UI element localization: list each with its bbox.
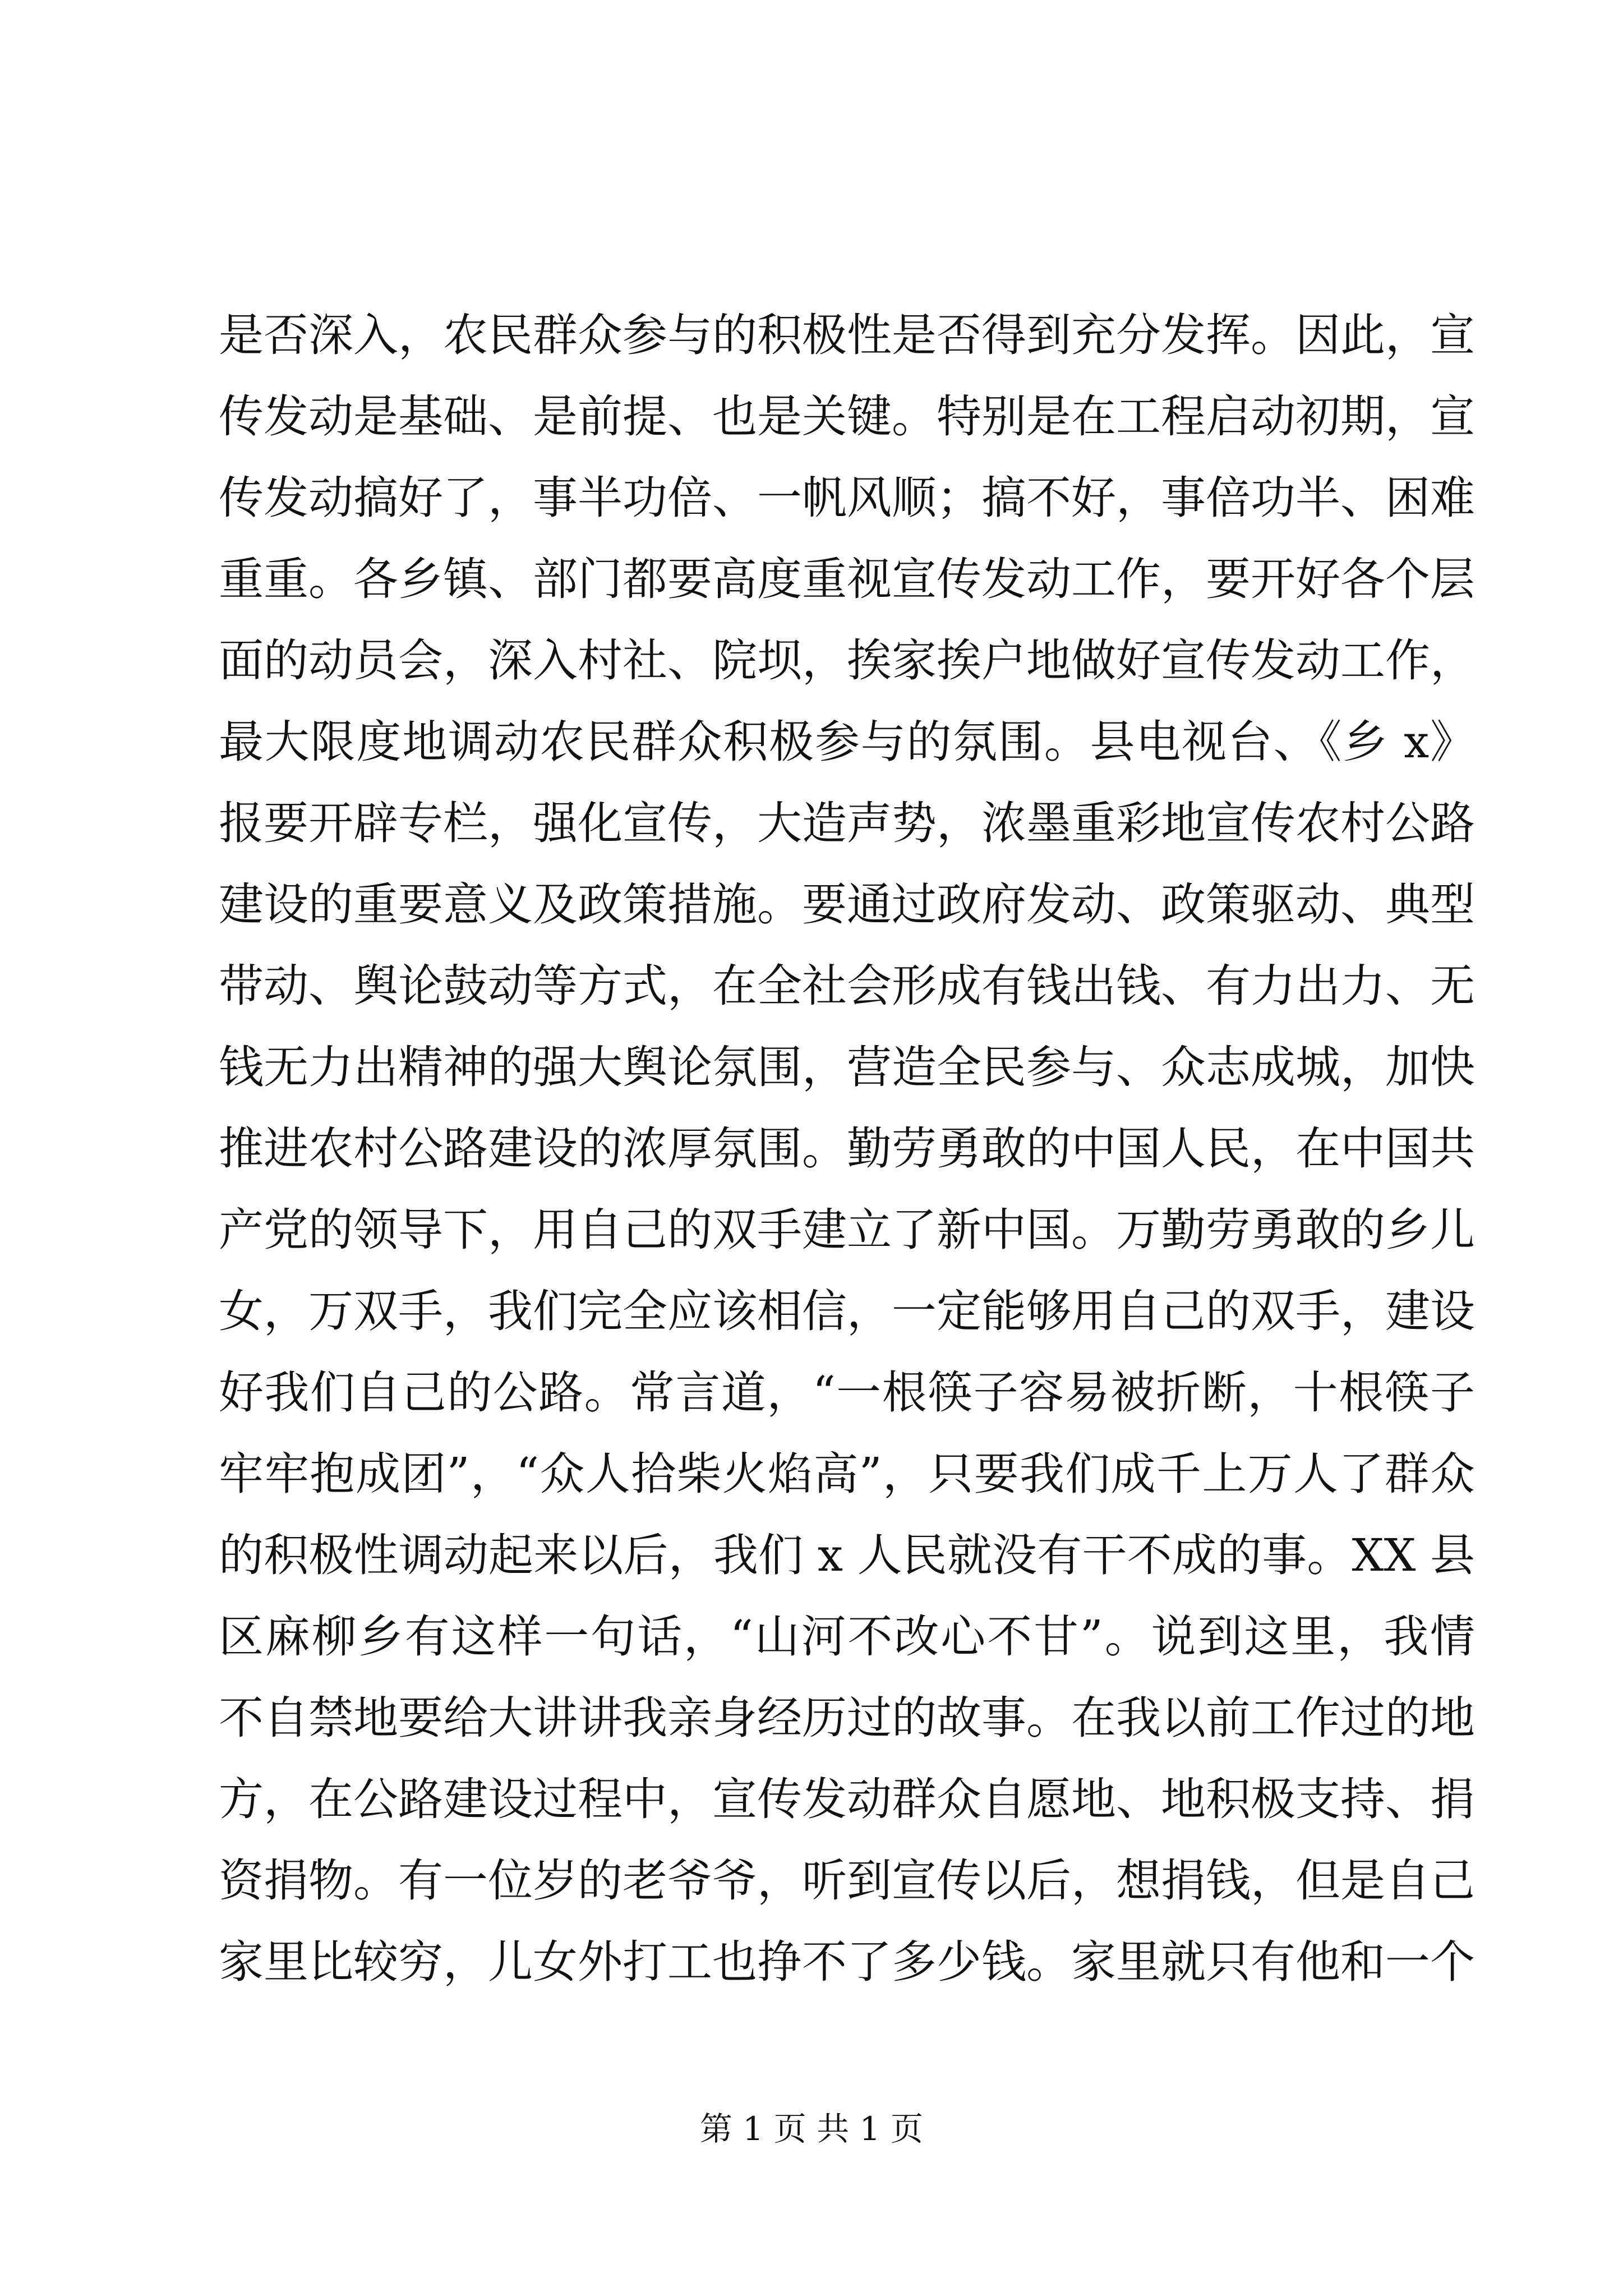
body-text (219, 295, 1475, 2003)
text-line: 产党的领导下，用自己的双手建立了新中国。万勤劳勇敢的乡儿 (219, 1204, 1475, 1256)
text-line: 的积极性调动起来以后，我们 x 人民就没有干不成的事。XX 县 (219, 1529, 1475, 1581)
text-line: 方，在公路建设过程中，宣传发动群众自愿地、地积极支持、捐 (219, 1773, 1475, 1825)
text-line: 好我们自己的公路。常言道，“一根筷子容易被折断，十根筷子 (219, 1366, 1475, 1419)
text-line: 传发动搞好了，事半功倍、一帆风顺；搞不好，事倍功半、困难 (219, 472, 1475, 524)
text-line: 是否深入，农民群众参与的积极性是否得到充分发挥。因此，宣 (219, 309, 1475, 361)
text-line: 传发动是基础、是前提、也是关键。特别是在工程启动初期，宣 (219, 390, 1475, 443)
text-line: 重重。各乡镇、部门都要高度重视宣传发动工作，要开好各个层 (219, 553, 1475, 605)
text-line: 带动、舆论鼓动等方式，在全社会形成有钱出钱、有力出力、无 (219, 960, 1475, 1012)
text-line: 区麻柳乡有这样一句话，“山河不改心不甘”。说到这里，我情 (219, 1611, 1475, 1663)
text-line: 女，万双手，我们完全应该相信，一定能够用自己的双手，建设 (219, 1285, 1475, 1337)
page-footer (0, 2106, 1623, 2151)
text-line: 资捐物。有一位岁的老爷爷，听到宣传以后，想捐钱，但是自己 (219, 1855, 1475, 1907)
text-line: 推进农村公路建设的浓厚氛围。勤劳勇敢的中国人民，在中国共 (219, 1122, 1475, 1175)
text-line: 牢牢抱成团”，“众人拾柴火焰高”，只要我们成千上万人了群众 (219, 1448, 1475, 1500)
text-line: 家里比较穷，儿女外打工也挣不了多少钱。家里就只有他和一个 (219, 1936, 1475, 1988)
text-line: 不自禁地要给大讲讲我亲身经历过的故事。在我以前工作过的地 (219, 1692, 1475, 1744)
page-number-label: 第 1 页 共 1 页 (700, 2110, 923, 2148)
text-line: 钱无力出精神的强大舆论氛围，营造全民参与、众志成城，加快 (219, 1041, 1475, 1093)
text-line: 报要开辟专栏，强化宣传，大造声势，浓墨重彩地宣传农村公路 (219, 797, 1475, 849)
text-line: 建设的重要意义及政策措施。要通过政府发动、政策驱动、典型 (219, 878, 1475, 931)
text-line: 面的动员会，深入村社、院坝，挨家挨户地做好宣传发动工作， (219, 634, 1475, 687)
text-line: 最大限度地调动农民群众积极参与的氛围。县电视台、《乡 x》 (219, 716, 1475, 768)
